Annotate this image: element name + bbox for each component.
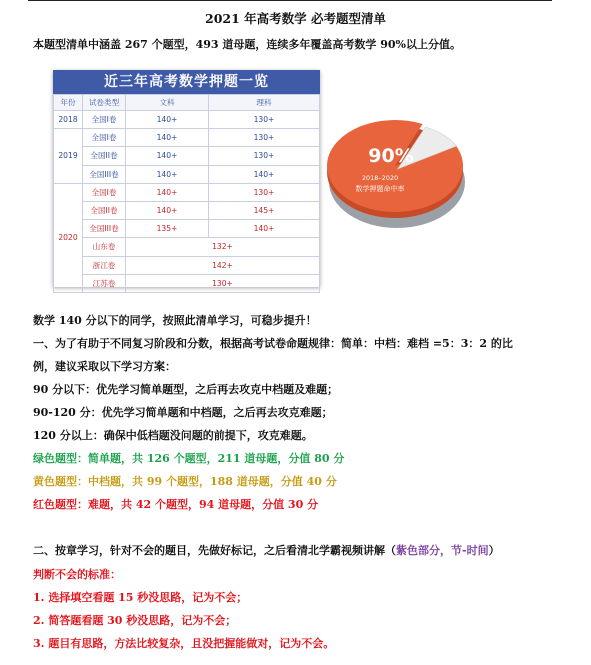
pie-years: 2018–2020 [361, 174, 399, 182]
yellow-question-type: 黄色题型：中档题，共 99 个题型，188 道母题，分值 40 分 [33, 475, 337, 488]
wen-cell: 140+ [126, 201, 209, 219]
paper-type-cell: 全国I卷 [83, 129, 126, 147]
green-question-type: 绿色题型：简单题，共 126 个题型，211 道母题，分值 80 分 [33, 452, 345, 465]
col-header: 年份 [54, 95, 83, 111]
table-row [54, 147, 320, 165]
plan-above-120: 120 分以上：确保中低档题没问题的前提下，攻克难题。 [33, 429, 313, 442]
col-header: 文科 [126, 95, 209, 111]
wen-cell: 135+ [126, 220, 209, 238]
li-cell: 130+ [209, 183, 320, 201]
wen-cell: 140+ [126, 165, 209, 183]
combined-score-cell: 132+ [126, 238, 320, 256]
table-row [54, 274, 320, 292]
combined-score-cell: 130+ [126, 274, 320, 292]
pie-caption: 数学押题命中率 [355, 185, 405, 193]
plan-below-90: 90 分以下：优先学习简单题型，之后再去攻克中档题及难题； [33, 383, 339, 396]
year-cell: 2020 [54, 183, 83, 292]
combined-score-cell: 142+ [126, 256, 320, 274]
year-cell: 2019 [54, 129, 83, 184]
li-cell: 130+ [209, 129, 320, 147]
section-two-close: ） [488, 544, 500, 557]
table-heading: 近三年高考数学押题一览 [53, 70, 320, 94]
section-one-heading: 一、为了有助于不同复习阶段和分数，根据高考试卷命题规律：简单：中档：难档 =5：3：2 的比 [33, 337, 513, 350]
plan-90-120: 90-120 分：优先学习简单题和中档题，之后再去攻克难题； [33, 406, 333, 419]
li-cell: 130+ [209, 147, 320, 165]
li-cell: 145+ [209, 201, 320, 219]
year-cell: 2018 [54, 111, 83, 129]
table-row [54, 111, 320, 129]
top-rule [28, 0, 552, 1]
paper-type-cell: 全国I卷 [83, 183, 126, 201]
intro-text: 本题型清单中涵盖 267 个题型，493 道母题，连续多年覆盖高考数学 90%以上分值。 [33, 38, 461, 51]
criterion-1: 1. 选择填空看题 15 秒没思路，记为不会； [33, 591, 248, 604]
section-two-heading [33, 542, 500, 558]
li-cell: 140+ [209, 220, 320, 238]
body-line: 数学 140 分以下的同学，按照此清单学习，可稳步提升！ [33, 314, 317, 327]
wen-cell: 140+ [126, 147, 209, 165]
criterion-2: 2. 简答题看题 30 秒没思路，记为不会； [33, 614, 237, 627]
paper-type-cell: 全国I卷 [83, 111, 126, 129]
li-cell: 140+ [209, 165, 320, 183]
document-title: 2021 年高考数学 必考题型清单 [205, 11, 386, 26]
li-cell: 130+ [209, 111, 320, 129]
wen-cell: 140+ [126, 129, 209, 147]
table-row [54, 256, 320, 274]
paper-type-cell: 浙江卷 [83, 256, 126, 274]
paper-type-cell: 全国II卷 [83, 147, 126, 165]
table-row [54, 183, 320, 201]
criterion-3: 3. 题目有思路，方法比较复杂，且没把握能做对，记为不会。 [33, 637, 335, 650]
table-row [54, 220, 320, 238]
pie-percent: 90% [368, 145, 414, 167]
exam-table-card [53, 70, 320, 287]
wen-cell: 140+ [126, 183, 209, 201]
purple-note: 紫色部分，节-时间 [396, 544, 489, 557]
paper-type-cell: 全国II卷 [83, 201, 126, 219]
col-header: 试卷类型 [83, 95, 126, 111]
hit-rate-pie [325, 108, 475, 233]
paper-type-cell: 全国III卷 [83, 165, 126, 183]
table-header-row [54, 95, 320, 111]
exam-table [53, 94, 320, 293]
table-row [54, 165, 320, 183]
red-question-type: 红色题型：难题，共 42 个题型，94 道母题，分值 30 分 [33, 498, 319, 511]
table-row [54, 129, 320, 147]
body-line: 例，建议采取以下学习方案： [33, 360, 176, 373]
paper-type-cell: 江苏卷 [83, 274, 126, 292]
col-header: 理科 [209, 95, 320, 111]
table-row [54, 238, 320, 256]
wen-cell: 140+ [126, 111, 209, 129]
paper-type-cell: 全国III卷 [83, 220, 126, 238]
section-two-text: 二、按章学习，针对不会的题目，先做好标记，之后看清北学霸视频讲解（ [33, 544, 396, 557]
criteria-heading: 判断不会的标准： [33, 568, 121, 581]
table-row [54, 201, 320, 219]
paper-type-cell: 山东卷 [83, 238, 126, 256]
